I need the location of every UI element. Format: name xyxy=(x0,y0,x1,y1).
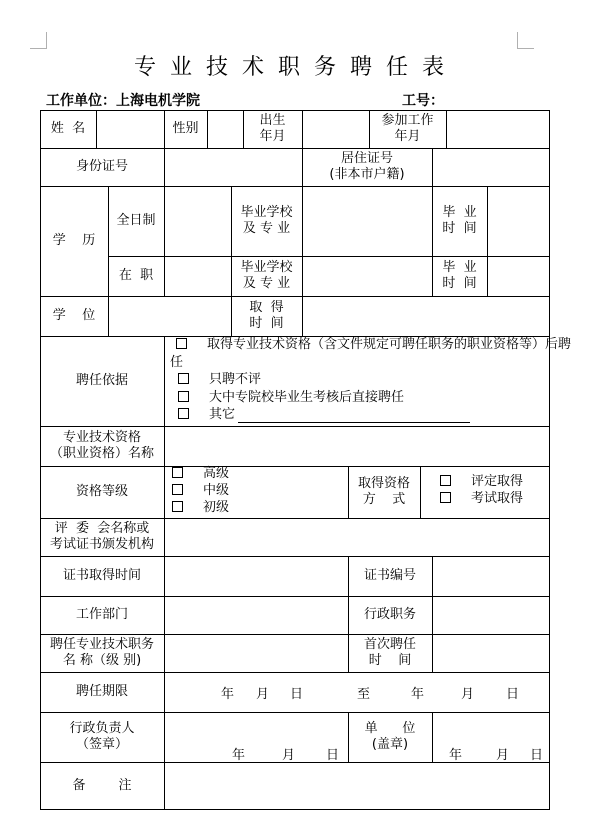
period-label: 聘任期限 xyxy=(75,684,128,699)
unit-sign-month: 月 xyxy=(496,748,510,763)
admin-head-label: 行政负责人 （签章） xyxy=(69,721,135,752)
school-label-inservice: 毕业学校 及 专 业 xyxy=(240,260,293,291)
inservice-label: 在 职 xyxy=(118,268,154,283)
degree-label: 学 位 xyxy=(52,308,96,323)
work-start-field[interactable] xyxy=(446,110,549,148)
basis-option-label: 取得专业技术资格（含文件规定可聘任职务的职业资格等）后聘 xyxy=(207,337,572,352)
id-number-label: 身份证号 xyxy=(75,159,128,174)
method-option-evaluated[interactable] xyxy=(440,474,523,490)
name-field[interactable] xyxy=(96,110,164,148)
period-end-month: 月 xyxy=(461,687,475,702)
basis-option-other[interactable] xyxy=(178,407,235,423)
admin-post-field[interactable] xyxy=(432,596,549,634)
fulltime-field[interactable] xyxy=(164,186,231,256)
basis-option-label: 其它 xyxy=(209,407,236,422)
unit-seal-label: 单 位 (盖章) xyxy=(364,721,416,752)
fulltime-label: 全日制 xyxy=(116,213,156,228)
gender-label: 性别 xyxy=(172,121,199,136)
residence-label: 居住证号 (非本市户籍) xyxy=(329,151,405,182)
degree-time-label: 取 得 时 间 xyxy=(249,300,284,331)
school-field-fulltime[interactable] xyxy=(302,186,432,256)
cert-number-field[interactable] xyxy=(432,556,549,596)
method-option-exam[interactable] xyxy=(440,491,523,507)
post-title-label: 聘任专业技术职务 名 称（级 别) xyxy=(49,637,154,668)
department-label: 工作部门 xyxy=(75,607,128,622)
level-option-label: 初级 xyxy=(203,500,230,515)
period-to: 至 xyxy=(357,687,371,702)
checkbox-icon[interactable] xyxy=(178,391,189,402)
basis-option-label: 大中专院校毕业生考核后直接聘任 xyxy=(209,390,405,405)
work-unit-value: 上海电机学院 xyxy=(116,93,200,109)
qualification-field[interactable] xyxy=(164,426,549,466)
residence-field[interactable] xyxy=(432,148,549,186)
school-field-inservice[interactable] xyxy=(302,256,432,296)
checkbox-icon[interactable] xyxy=(440,475,451,486)
committee-label: 评 委 会名称或 考试证书颁发机构 xyxy=(49,521,154,552)
birth-field[interactable] xyxy=(302,110,369,148)
basis-option-graduate[interactable] xyxy=(178,390,404,406)
degree-field[interactable] xyxy=(108,296,231,336)
basis-option-label: 只聘不评 xyxy=(209,372,262,387)
employee-id-label: 工号： xyxy=(402,93,444,109)
work-start-label: 参加工作 年月 xyxy=(381,113,434,144)
other-underline xyxy=(238,422,470,423)
period-start-month: 月 xyxy=(256,687,270,702)
post-title-field[interactable] xyxy=(164,634,348,672)
basis-option-continuation: 任 xyxy=(170,355,184,370)
form-title: 专业技术职务聘任表 xyxy=(133,55,458,80)
work-unit-label: 工作单位： xyxy=(46,93,116,109)
admin-sign-month: 月 xyxy=(282,748,296,763)
department-field[interactable] xyxy=(164,596,348,634)
method-option-label: 评定取得 xyxy=(471,474,524,489)
admin-sign-day: 日 xyxy=(326,748,340,763)
cert-number-label: 证书编号 xyxy=(363,568,416,583)
admin-post-label: 行政职务 xyxy=(363,607,416,622)
remarks-label: 备 注 xyxy=(72,777,132,793)
grad-time-label-inservice: 毕 业 时 间 xyxy=(442,260,477,291)
checkbox-icon[interactable] xyxy=(178,408,189,419)
basis-label: 聘任依据 xyxy=(75,373,128,388)
education-label: 学 历 xyxy=(52,233,96,248)
work-unit xyxy=(46,90,200,110)
unit-sign-year: 年 xyxy=(449,748,463,763)
cert-time-field[interactable] xyxy=(164,556,348,596)
committee-field[interactable] xyxy=(164,518,549,556)
checkbox-icon[interactable] xyxy=(172,484,183,495)
basis-option-no-evaluation[interactable] xyxy=(178,372,261,388)
qualification-label: 专业技术资格 （职业资格）名称 xyxy=(49,430,154,461)
degree-time-field[interactable] xyxy=(302,296,549,336)
id-number-field[interactable] xyxy=(164,148,302,186)
unit-sign-day: 日 xyxy=(530,748,544,763)
basis-option-qualified[interactable] xyxy=(176,337,571,353)
obtain-method-label: 取得资格 方 式 xyxy=(357,476,410,507)
level-option-intermediate[interactable] xyxy=(172,483,229,499)
method-option-label: 考试取得 xyxy=(471,491,524,506)
period-end-day: 日 xyxy=(506,687,520,702)
checkbox-icon[interactable] xyxy=(176,338,187,349)
checkbox-icon[interactable] xyxy=(440,492,451,503)
grad-time-field-inservice[interactable] xyxy=(487,256,549,296)
crop-mark-top-left xyxy=(30,32,47,49)
checkbox-icon[interactable] xyxy=(178,373,189,384)
inservice-field[interactable] xyxy=(164,256,231,296)
level-option-senior[interactable] xyxy=(172,466,229,482)
level-option-label: 高级 xyxy=(203,466,230,481)
birth-label: 出生 年月 xyxy=(259,113,286,144)
period-start-day: 日 xyxy=(290,687,304,702)
checkbox-icon[interactable] xyxy=(172,467,183,478)
period-end-year: 年 xyxy=(411,687,425,702)
cert-time-label: 证书取得时间 xyxy=(62,568,141,583)
level-option-label: 中级 xyxy=(203,483,230,498)
level-label: 资格等级 xyxy=(75,484,128,499)
checkbox-icon[interactable] xyxy=(172,501,183,512)
gender-field[interactable] xyxy=(207,110,243,148)
first-appoint-field[interactable] xyxy=(432,634,549,672)
crop-mark-top-right xyxy=(517,32,534,49)
grad-time-label-fulltime: 毕 业 时 间 xyxy=(442,205,477,236)
level-option-junior[interactable] xyxy=(172,500,229,516)
grad-time-field-fulltime[interactable] xyxy=(487,186,549,256)
period-start-year: 年 xyxy=(221,687,235,702)
name-label: 姓 名 xyxy=(50,121,86,136)
school-label-fulltime: 毕业学校 及 专 业 xyxy=(240,205,293,236)
first-appoint-label: 首次聘任 时 间 xyxy=(363,637,416,668)
admin-sign-year: 年 xyxy=(232,748,246,763)
remarks-field[interactable] xyxy=(164,762,549,809)
